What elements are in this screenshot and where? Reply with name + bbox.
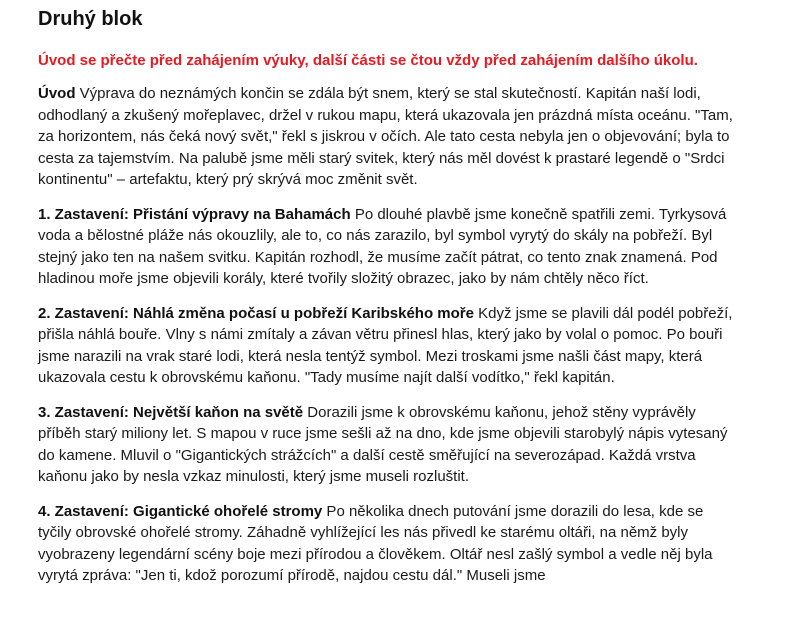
section-text: Když jsme se plavili dál podél pobřeží, přišla náhlá bouře. Vlny s námi zmítaly a závan větru přinesl hlas, který jako by volal o pomoc. Po bouři jsme narazili na vrak staré lodi, která nesla tentýž symbol. Mezi troskami jsme našli část mapy, která ukazovala cestu k obrovskému kaňonu. "Tady musíme najít další vodítko," řekl kapitán. bbox=[38, 304, 733, 386]
section-stop-4 bbox=[38, 501, 738, 587]
section-text: Po dlouhé plavbě jsme konečně spatřili zemi. Tyrkysová voda a bělostné pláže nás okouzlily, ale to, co nás zarazilo, byl symbol vyrytý do skály na pobřeží. Byl stejný jako ten na našem svitku. Kapitán rozhodl, že musíme začít pátrat, co tento znak znamená. Pod hladinou moře jsme objevili korály, které tvořily složitý obrazec, jako by nám chtěly něco říct. bbox=[38, 205, 727, 287]
document-page bbox=[38, 0, 758, 587]
section-heading: 3. Zastavení: Největší kaňon na světě bbox=[38, 403, 304, 421]
page-title: Druhý blok bbox=[38, 8, 143, 30]
section-heading: 4. Zastavení: Gigantické ohořelé stromy bbox=[38, 502, 323, 520]
section-text: Po několika dnech putování jsme dorazili do lesa, kde se tyčily obrovské ohořelé stromy. Záhadně vyhlížející les nás přivedl ke starému oltáři, na němž byly vyobrazeny legendární scény boje mezi přírodou a člověkem. Oltář nesl zašlý symbol a vedle něj byla vyrytá zpráva: "Jen ti, kdož porozumí přírodě, najdou cestu dál." Museli jsme bbox=[38, 502, 713, 584]
instruction-note: Úvod se přečte před zahájením výuky, další části se čtou vždy před zahájením dalšího úkolu. bbox=[38, 52, 698, 69]
section-stop-2 bbox=[38, 303, 738, 389]
section-text: Výprava do neznámých končin se zdála být snem, který se stal skutečností. Kapitán naší lodi, odhodlaný a zkušený mořeplavec, držel v rukou mapu, která ukazovala jen prázdná místa oceánu. "Tam, za horizontem, nás čeká nový svět," řekl s jiskrou v očích. Ale tato cesta nebyla jen o objevování; byla to cesta za tajemstvím. Na palubě jsme měli starý svitek, který nás měl dovést k prastaré legendě o "Srdci kontinentu" – artefaktu, který prý skrývá moc změnit svět. bbox=[38, 85, 733, 188]
section-stop-3 bbox=[38, 402, 738, 488]
section-heading: Úvod bbox=[38, 85, 76, 102]
section-text: Dorazili jsme k obrovskému kaňonu, jehož stěny vyprávěly příběh starý miliony let. S mapou v ruce jsme sešli až na dno, kde jsme objevili starobylý nápis vytesaný do kamene. Mluvil o "Gigantických strážcích" a další cestě směřující na severozápad. Každá vrstva kaňonu jako by nesla vzkaz minulosti, který jsme museli rozluštit. bbox=[38, 403, 728, 485]
section-stop-1 bbox=[38, 204, 738, 290]
section-heading: 1. Zastavení: Přistání výpravy na Bahamách bbox=[38, 205, 351, 223]
section-heading: 2. Zastavení: Náhlá změna počasí u pobřeží Karibského moře bbox=[38, 304, 474, 322]
section-intro bbox=[38, 83, 738, 191]
